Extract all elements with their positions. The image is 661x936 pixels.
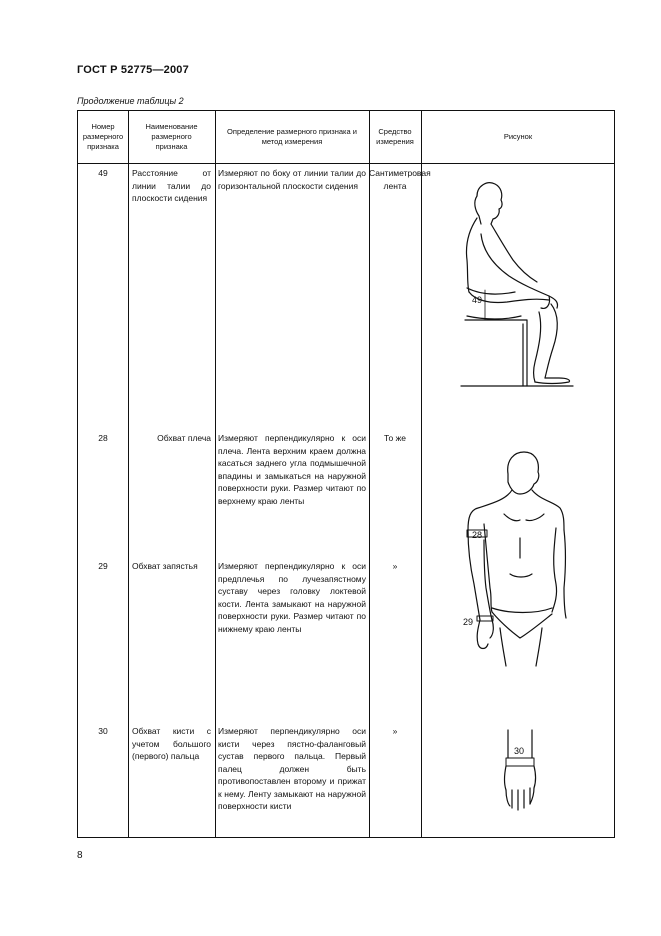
standing-figure-illustration — [460, 448, 570, 668]
row-number: 29 — [98, 561, 108, 571]
header-definition: Определение размерного признака и метод измерения — [227, 127, 357, 146]
row-number: 49 — [98, 168, 108, 178]
figure-label-28: 28 — [472, 530, 483, 540]
row-definition: Измеряют перпендикулярно к оси плеча. Лента верхним краем должна касаться заднего угла подмышечной впадины и замыкаться на наружной поверхности руки. Размер читают по верхнему краю ленты — [218, 433, 366, 506]
row-name: Расстояние от линии талии до плоскости сидения — [132, 168, 211, 203]
header-tool: Средство измерения — [376, 127, 414, 146]
row-name: Обхват запястья — [132, 561, 198, 571]
header-figure: Рисунок — [503, 132, 533, 141]
figure-label-29: 29 — [463, 617, 474, 627]
document-header: ГОСТ Р 52775—2007 — [77, 64, 189, 76]
row-definition: Измеряют перпендикулярно к оси предплечья по лучезапястному суставу через головку локтевой кости. Лента замыкают на наружной поверхности руки. Размер читают по нижнему краю ленты — [218, 561, 366, 634]
row-tool: То же — [383, 433, 407, 443]
figure-label-49: 49 — [472, 295, 483, 305]
row-name: Обхват кисти с учетом большого (первого) пальца — [132, 726, 211, 761]
table-caption: Продолжение таблицы 2 — [77, 96, 184, 106]
col-divider — [421, 111, 422, 837]
row-tool: » — [392, 726, 398, 736]
seated-figure-illustration — [455, 178, 575, 390]
head-outline — [508, 452, 539, 494]
figure-label-30: 30 — [514, 746, 525, 756]
row-tool: » — [392, 561, 398, 571]
row-definition: Измеряют перпендикулярно оси кисти через пястно-фаланговый сустав первого пальца. Первый палец должен быть противопоставлен второму и прижат к нему. Ленту замыкают на наружной поверхности кисти — [218, 726, 366, 811]
hand-figure-illustration — [496, 728, 546, 812]
head-outline — [477, 183, 502, 224]
row-number: 28 — [98, 433, 108, 443]
header-name: Наименование размерного признака — [145, 122, 198, 151]
row-definition: Измеряют по боку от линии талии до горизонтальной плоскости сидения — [218, 168, 366, 191]
page-number: 8 — [77, 850, 83, 861]
row-name: Обхват плеча — [157, 433, 211, 443]
header-number: Номер размерного признака — [82, 122, 124, 151]
row-number: 30 — [98, 726, 108, 736]
row-tool: Сантиметровая лента — [369, 168, 431, 191]
